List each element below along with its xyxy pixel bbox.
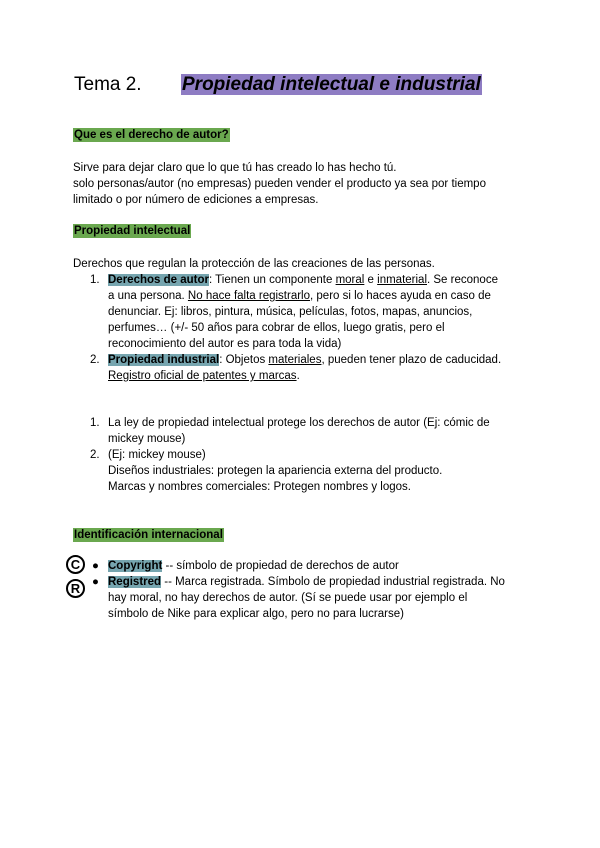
list-line: Marcas y nombres comerciales: Protegen nombres y logos. — [108, 481, 411, 493]
list-line: Diseños industriales: protegen la apariencia externa del producto. — [108, 465, 443, 477]
underlined-moral: moral — [335, 274, 365, 286]
underlined-inmaterial: inmaterial — [377, 274, 427, 286]
text-run: , pero si lo haces ayuda en caso de — [310, 290, 491, 302]
paragraph-line: Derechos que regulan la protección de las creaciones de las personas. — [73, 258, 435, 270]
term-copyright: Copyright — [108, 560, 163, 572]
list-number: 2. — [90, 449, 100, 461]
list-number: 2. — [90, 354, 100, 366]
list-item — [90, 574, 540, 622]
text-run: e — [364, 274, 378, 286]
term-derechos-autor: Derechos de autor — [108, 274, 209, 286]
list-number: 1. — [90, 274, 100, 286]
list-line: reconocimiento del autor es para toda la vida) — [108, 338, 342, 350]
list-item — [90, 272, 530, 352]
list-simbolos — [90, 558, 540, 622]
list-line: símbolo de Nike para explicar algo, pero no para lucrarse) — [108, 608, 404, 620]
page-title — [74, 73, 482, 97]
underlined-registro: Registro oficial de patentes y marcas — [108, 370, 297, 382]
list-line: La ley de propiedad intelectual protege los derechos de autor (Ej: cómic de — [108, 417, 490, 429]
paragraph-line: Sirve para dejar claro que lo que tú has creado lo has hecho tú. — [73, 162, 397, 174]
list-item — [90, 447, 530, 495]
heading-derecho-autor: Que es el derecho de autor? — [74, 129, 229, 141]
list-item — [90, 558, 540, 574]
list-item — [90, 415, 530, 447]
text-run: -- Marca registrada. Símbolo de propiedad industrial registrada. No — [161, 576, 505, 588]
list-line: mickey mouse) — [108, 433, 186, 445]
bullet-icon: ● — [92, 576, 99, 588]
text-run: . — [296, 370, 300, 382]
text-run: : Objetos — [219, 354, 269, 366]
list-propiedad-intelectual — [90, 272, 530, 384]
list-line: perfumes… (+/- 50 años para cobrar de ellos, luego gratis, pero el — [108, 322, 445, 334]
list-leyes — [90, 415, 530, 495]
bullet-icon: ● — [92, 560, 99, 572]
list-line: (Ej: mickey mouse) — [108, 449, 206, 461]
paragraph-line: limitado o por número de ediciones a empresas. — [73, 194, 319, 206]
paragraph-derecho-autor — [73, 160, 543, 208]
topic-title: Propiedad intelectual e industrial — [182, 74, 481, 95]
list-line: hay moral, no hay derechos de autor. (Sí se puede usar por ejemplo el — [108, 592, 468, 604]
topic-number: Tema 2. — [74, 74, 142, 95]
text-run: : Tienen un componente — [208, 274, 336, 286]
underlined-materiales: materiales — [268, 354, 322, 366]
text-run: -- símbolo de propiedad de derechos de autor — [162, 560, 399, 572]
list-item — [90, 352, 530, 384]
text-run: a una persona. — [108, 290, 188, 302]
term-registred: Registred — [108, 576, 162, 588]
underlined-no-registro: No hace falta registrarlo — [187, 290, 311, 302]
heading-identificacion-internacional: Identificación internacional — [74, 529, 223, 541]
registered-trademark-icon: R — [66, 579, 85, 598]
paragraph-line: solo personas/autor (no empresas) pueden vender el producto ya sea por tiempo — [73, 178, 486, 190]
text-run: , pueden tener plazo de caducidad. — [321, 354, 502, 366]
heading-propiedad-intelectual: Propiedad intelectual — [74, 225, 191, 237]
copyright-icon: C — [66, 555, 85, 574]
list-line: denunciar. Ej: libros, pintura, música, películas, fotos, mapas, anuncios, — [108, 306, 473, 318]
list-number: 1. — [90, 417, 100, 429]
term-propiedad-industrial: Propiedad industrial — [108, 354, 220, 366]
text-run: . Se reconoce — [427, 274, 498, 286]
intro-propiedad-intelectual — [73, 256, 543, 272]
